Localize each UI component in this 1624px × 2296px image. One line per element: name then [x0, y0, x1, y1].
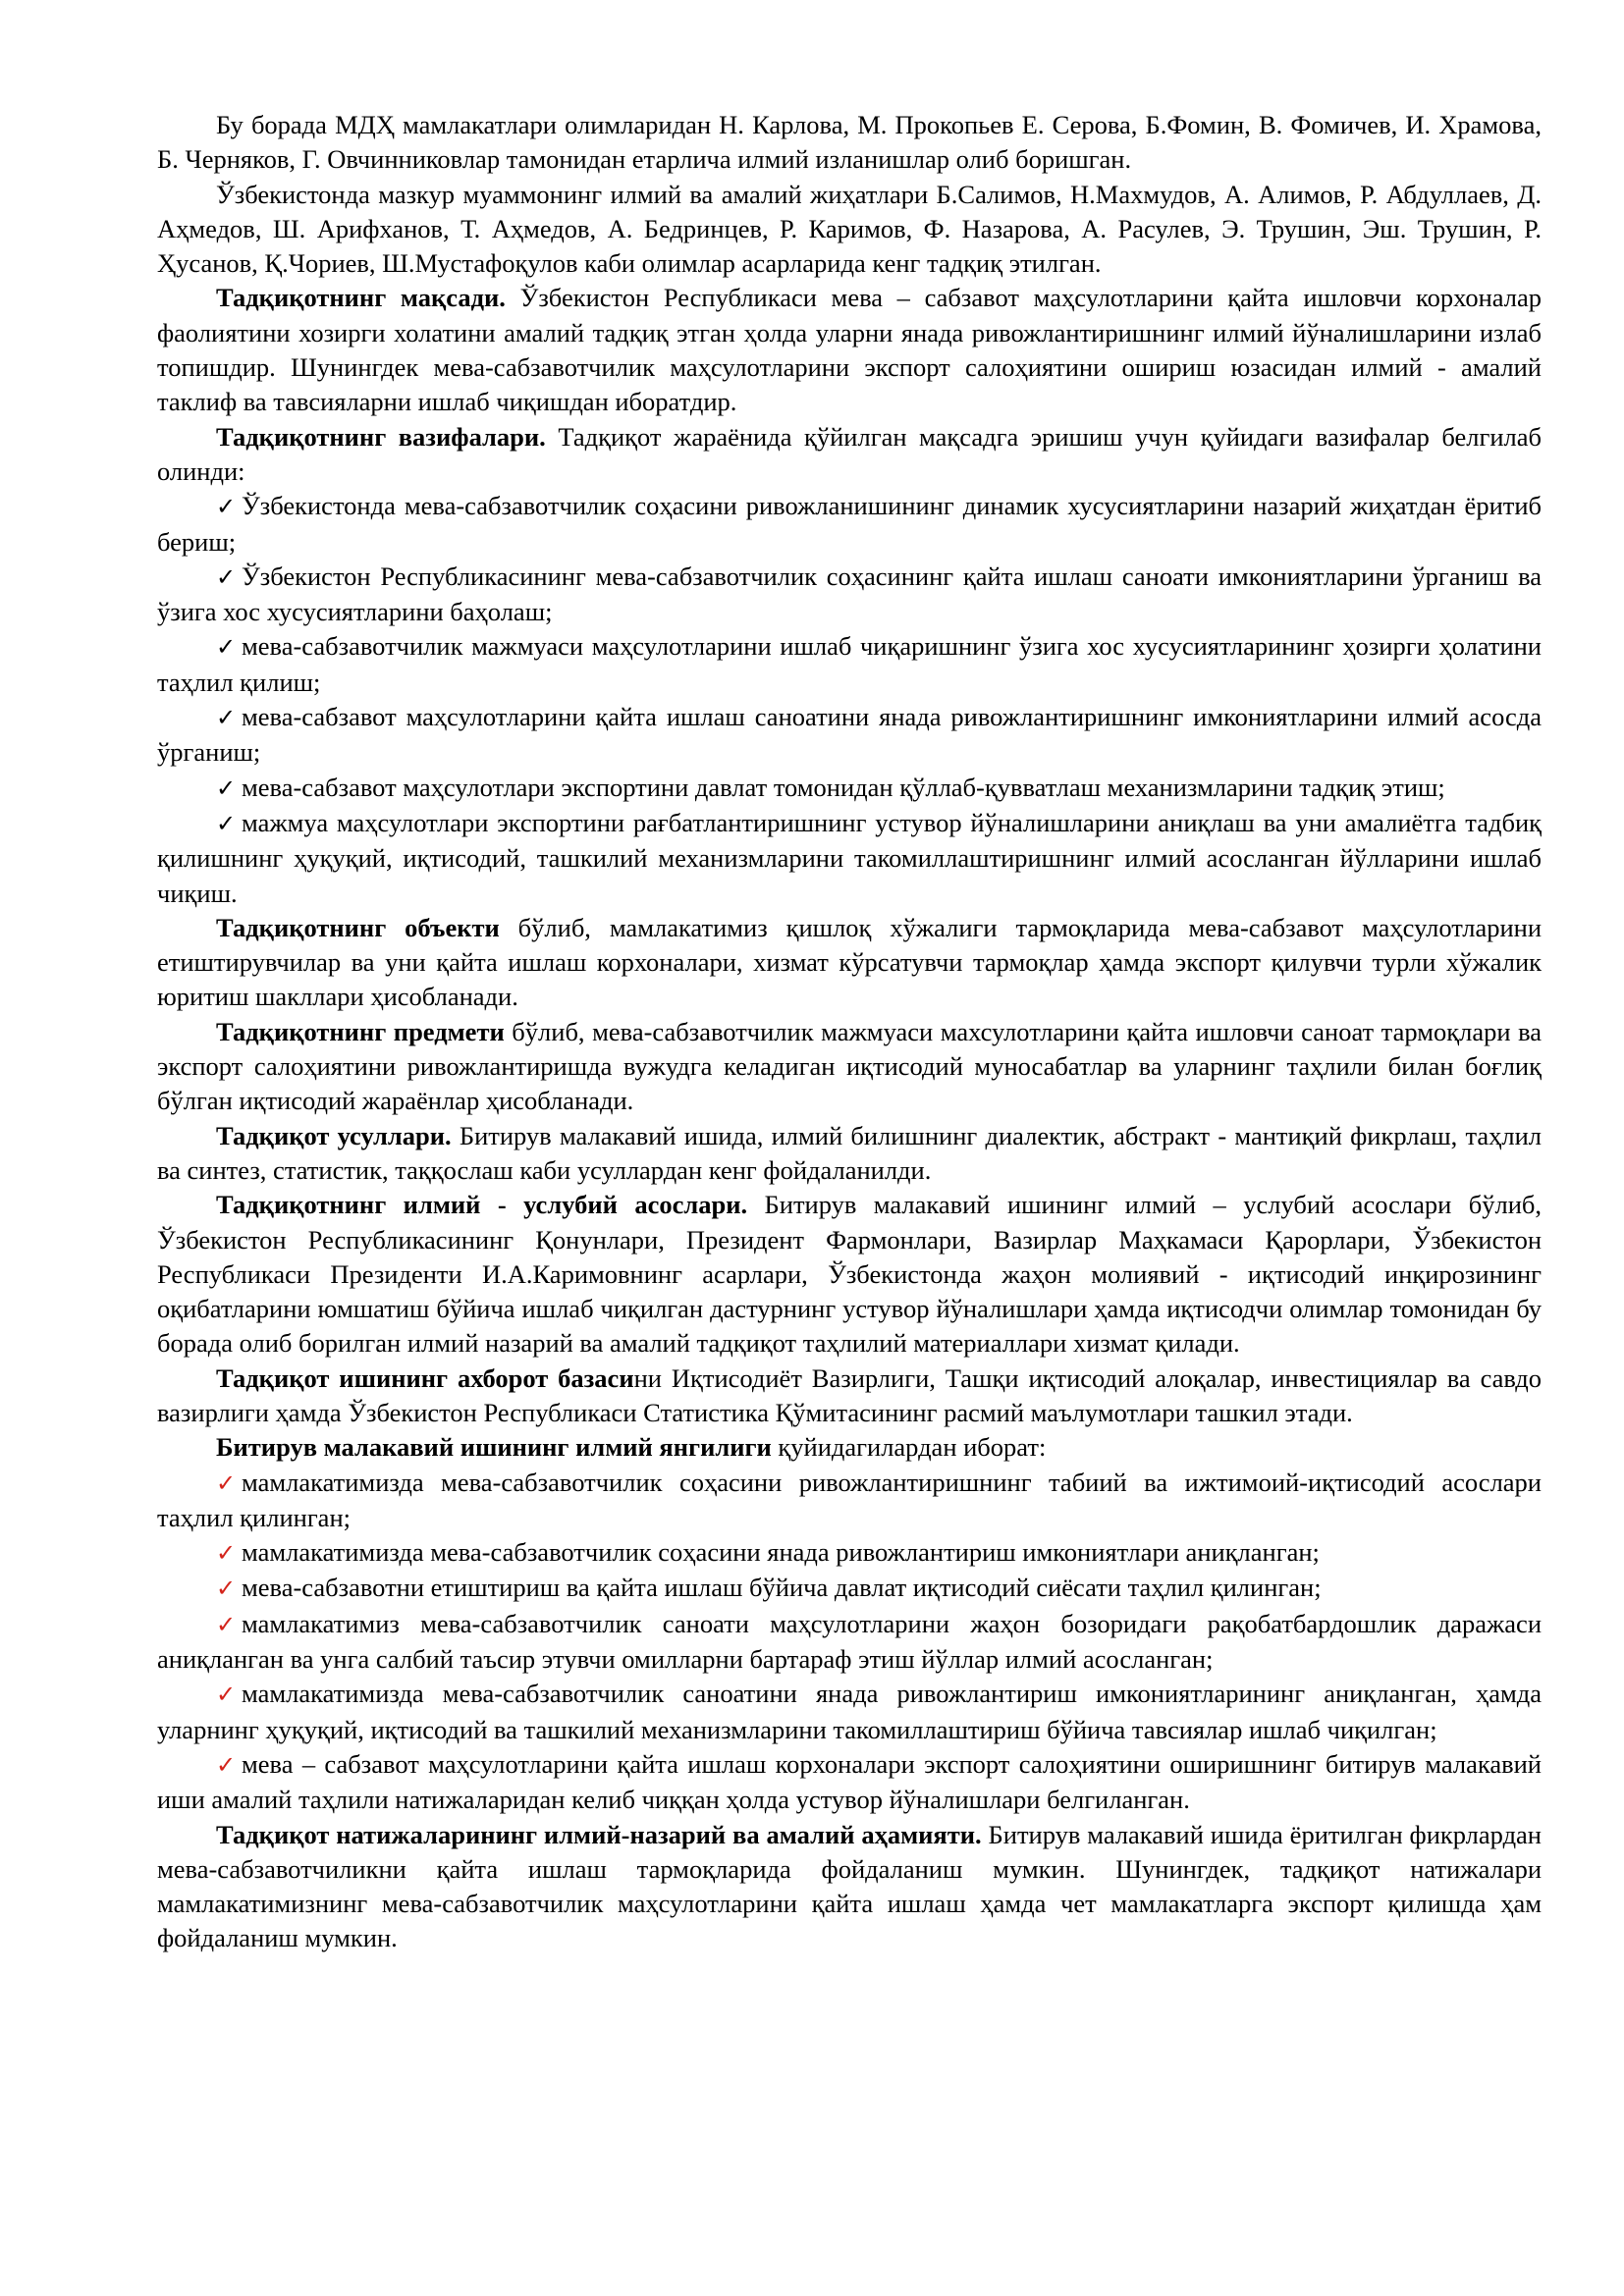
- heading-research-subject: Тадқиқотнинг предмети: [216, 1016, 505, 1046]
- heading-research-methods: Тадқиқот усуллари.: [216, 1120, 452, 1150]
- task-item-text: Ўзбекистон Республикасининг мева-сабзавотчилик соҳасининг қайта ишлаш саноати имкониятларини ўрганиш ва ўзига хос хусусиятларини баҳолаш;: [157, 561, 1542, 627]
- check-mark-icon: ✓: [216, 633, 237, 662]
- check-mark-icon: ✓: [216, 704, 237, 732]
- paragraph-research-subject: [157, 1015, 1542, 1119]
- novelty-item: [157, 1535, 1542, 1571]
- novelty-item-text: мамлакатимизда мева-сабзавотчилик соҳасини ривожлантиришнинг табиий ва ижтимоий-иқтисодий асослари таҳлил қилинган;: [157, 1467, 1542, 1532]
- heading-scientific-novelty: Битирув малакавий ишининг илмий янгилиги: [216, 1432, 772, 1463]
- text-significance: Битирув малакавий ишида ёритилган фикрлардан мева-сабзавотчиликни қайта ишлаш тармоқларида фойдаланиш мумкин. Шунингдек, тадқиқот натижалари мамлакатимизнинг мева-сабзавотчилик маҳсулотларини қайта ишлаш ҳамда чет мамлакатларга экспорт қилишда ҳам фойдаланиш мумкин.: [157, 1819, 1542, 1953]
- check-mark-icon: ✓: [216, 562, 237, 591]
- task-item: [157, 806, 1542, 911]
- check-mark-icon: ✓: [216, 1681, 237, 1709]
- task-item: [157, 560, 1542, 630]
- check-mark-icon: ✓: [216, 1610, 237, 1638]
- check-mark-icon: ✓: [216, 774, 237, 802]
- paragraph-scientific-novelty: [157, 1430, 1542, 1465]
- text-research-tasks: Тадқиқот жараёнида қўйилган мақсадга эришиш учун қуйидаги вазифалар белгилаб олинди:: [157, 421, 1542, 486]
- novelty-item-text: мева-сабзавотни етиштириш ва қайта ишлаш бўйича давлат иқтисодий сиёсати таҳлил қилинган;: [242, 1573, 1322, 1603]
- check-mark-icon: ✓: [216, 1468, 237, 1497]
- heading-significance: Тадқиқот натижаларининг илмий-назарий ва амалий аҳамияти.: [216, 1819, 982, 1849]
- task-item-text: мева-сабзавот маҳсулотлари экспортини давлат томонидан қўллаб-қувватлаш механизмларини тадқиқ этиш;: [242, 772, 1445, 802]
- task-item: [157, 771, 1542, 806]
- paragraph-research-goal: [157, 281, 1542, 419]
- novelty-item-text: мева – сабзавот маҳсулотларини қайта ишлаш корхоналари экспорт салоҳиятини оширишнинг битирув малакавий иши амалий таҳлили натижаларидан келиб чиққан ҳолда устувор йўналишлари белгиланган.: [157, 1748, 1542, 1815]
- heading-information-base: Тадқиқот ишининг ахборот базаси: [216, 1362, 634, 1393]
- novelty-item: [157, 1571, 1542, 1606]
- check-mark-icon: ✓: [216, 493, 237, 521]
- heading-research-goal: Тадқиқотнинг мақсади.: [216, 283, 506, 313]
- novelty-item-text: мамлакатимиз мева-сабзавотчилик саноати маҳсулотларини жаҳон бозоридаги рақобатбардошлик даражаси аниқланган ва унга салбий таъсир этувчи омилларни бартараф этиш йўллар илмий асосланган;: [157, 1608, 1542, 1675]
- novelty-item: [157, 1677, 1542, 1747]
- novelty-item-text: мамлакатимизда мева-сабзавотчилик саноатини янада ривожлантириш имкониятларининг аниқланган, ҳамда уларнинг ҳуқуқий, иқтисодий ва ташкилий механизмларини такомиллаштириш бўйича тавсиялар ишлаб чиқилган;: [157, 1679, 1542, 1744]
- text-research-methods: Битирув малакавий ишида, илмий билишнинг диалектик, абстракт - мантиқий фикрлаш, таҳлил ва синтез, статистик, таққослаш каби усуллардан кенг фойдаланилди.: [157, 1120, 1542, 1185]
- task-item-text: мева-сабзавот маҳсулотларини қайта ишлаш саноатини янада ривожлантиришнинг имкониятларини илмий асосда ўрганиш;: [157, 702, 1542, 768]
- novelty-item-text: мамлакатимизда мева-сабзавотчилик соҳасини янада ривожлантириш имкониятлари аниқланган;: [242, 1537, 1320, 1568]
- paragraph-cis-scholars: Бу борада МДҲ мамлакатлари олимларидан Н. Карлова, М. Прокопьев Е. Серова, Б.Фомин, В. Фомичев, И. Храмова, Б. Черняков, Г. Овчинниковлар тамонидан етарлича илмий изланишлар олиб боришган.: [157, 110, 1542, 175]
- check-mark-icon: ✓: [216, 1539, 237, 1568]
- text-research-goal: Ўзбекистон Республикаси мева – сабзавот маҳсулотларини қайта ишловчи корхоналар фаолиятини хозирги холатини амалий тадқиқ этган ҳолда уларни янада ривожлантиришнинг илмий йўналишларини излаб топишдир. Шунингдек мева-сабзавотчилик маҳсулотларини экспорт салоҳиятини ошириш юзасидан илмий - амалий таклиф ва тавсияларни ишлаб чиқишдан иборатдир.: [157, 283, 1542, 417]
- paragraph-uzbek-scholars: Ўзбекистонда мазкур муаммонинг илмий ва амалий жиҳатлари Б.Салимов, Н.Махмудов, А. Алимов, Р. Абдуллаев, Д. Аҳмедов, Ш. Арифханов, Т. Аҳмедов, А. Бедринцев, Р. Каримов, Ф. Назарова, А. Расулев, Э. Трушин, Эш. Трушин, Р. Ҳусанов, Қ.Чориев, Ш.Мустафоқулов каби олимлар асарларида кенг тадқиқ этилган.: [157, 179, 1542, 279]
- novelty-item: [157, 1747, 1542, 1818]
- task-item-text: Ўзбекистонда мева-сабзавотчилик соҳасини ривожланишининг динамик хусусиятларини назарий жиҳатдан ёритиб бериш;: [157, 491, 1542, 557]
- task-item-text: мажмуа маҳсулотлари экспортини рағбатлантиришнинг устувор йўналишларини аниқлаш ва уни амалиётга тадбиқ қилишнинг ҳуқуқий, иқтисодий, ташкилий механизмларини такомиллаштиришнинг илмий асосланган йўлларини ишлаб чиқиш.: [157, 807, 1542, 908]
- task-item: [157, 489, 1542, 560]
- paragraph-information-base: [157, 1362, 1542, 1431]
- text-research-subject: бўлиб, мева-сабзавотчилик мажмуаси махсулотларини қайта ишловчи саноат тармоқлари ва экспорт салоҳиятини ривожлантиришда вужудга келадиган иқтисодий муносабатлар ва уларнинг таҳлили билан боғлиқ бўлган иқтисодий жараёнлар ҳисобланади.: [157, 1016, 1543, 1116]
- novelty-item: [157, 1607, 1542, 1678]
- heading-research-tasks: Тадқиқотнинг вазифалари.: [216, 421, 546, 452]
- paragraph-significance: [157, 1818, 1542, 1956]
- novelty-item: [157, 1466, 1542, 1536]
- text-information-base: ни Иқтисодиёт Вазирлиги, Ташқи иқтисодий алоқалар, инвестициялар ва савдо вазирлиги ҳамда Ўзбекистон Республикаси Статистика Қўмитасининг расмий маълумотлари ташкил этади.: [157, 1362, 1542, 1427]
- text-scientific-novelty: қуйидагилардан иборат:: [771, 1432, 1047, 1463]
- check-mark-icon: ✓: [216, 1575, 237, 1603]
- paragraph-research-tasks: [157, 420, 1542, 490]
- heading-methodological-basis: Тадқиқотнинг илмий - услубий асослари.: [216, 1190, 748, 1220]
- heading-research-object: Тадқиқотнинг объекти: [216, 912, 500, 942]
- check-mark-icon: ✓: [216, 809, 237, 837]
- task-item-text: мева-сабзавотчилик мажмуаси маҳсулотларини ишлаб чиқаришнинг ўзига хос хусусиятларининг ҳозирги ҳолатини таҳлил қилиш;: [157, 631, 1542, 697]
- paragraph-research-object: [157, 911, 1542, 1015]
- text-methodological-basis: Битирув малакавий ишининг илмий – услубий асослари бўлиб, Ўзбекистон Республикасининг Қонунлари, Президент Фармонлари, Вазирлар Маҳкамаси Қарорлари, Ўзбекистон Республикаси Президенти И.А.Каримовнинг асарлари, Ўзбекистонда жаҳон молиявий - иқтисодий инқирозининг оқибатларини юмшатиш бўйича ишлаб чиқилган дастурнинг устувор йўналишлари ҳамда иқтисодчи олимлар томонидан бу борада олиб борилган илмий назарий ва амалий тадқиқот таҳлилий материаллари хизмат қилади.: [157, 1190, 1542, 1359]
- text-research-object: бўлиб, мамлакатимиз қишлоқ хўжалиги тармоқларида мева-сабзавот маҳсулотларини етиштирувчилар ва уни қайта ишлаш корхоналари, хизмат кўрсатувчи тармоқлар ҳамда экспорт қилувчи турли хўжалик юритиш шакллари ҳисобланади.: [157, 912, 1542, 1012]
- check-mark-icon: ✓: [216, 1750, 237, 1779]
- paragraph-methodological-basis: [157, 1188, 1542, 1361]
- task-item: [157, 629, 1542, 700]
- paragraph-research-methods: [157, 1119, 1542, 1189]
- task-item: [157, 700, 1542, 771]
